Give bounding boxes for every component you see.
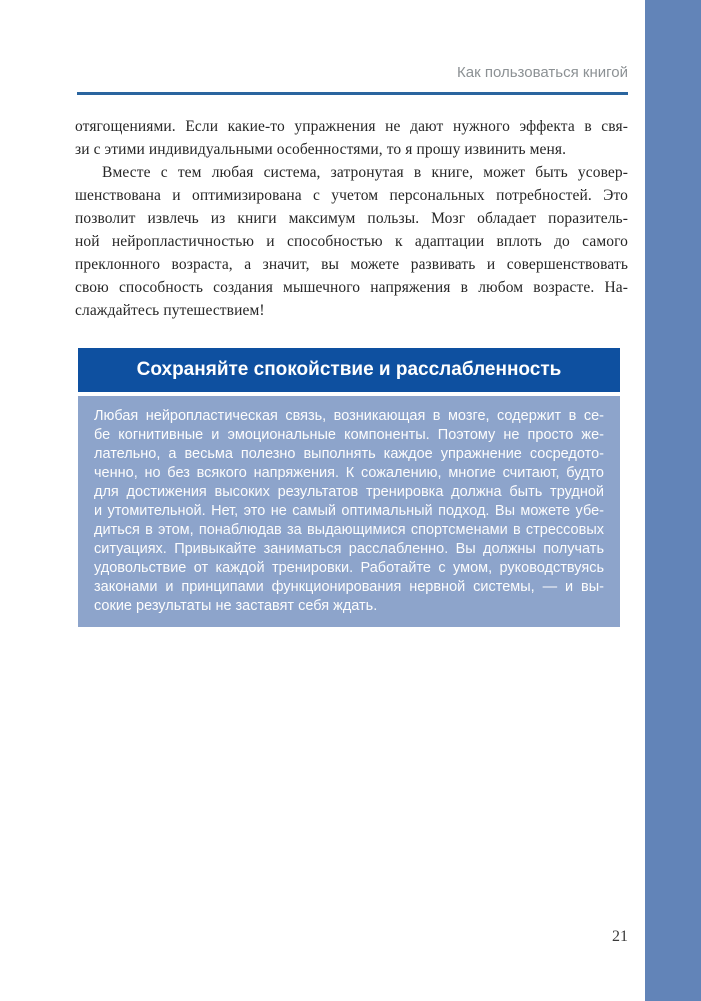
text-line: свою способность создания мышечного напряжения в любом возрасте. На- [75,279,628,296]
callout-title: Сохраняйте спокойствие и расслабленность [136,359,562,380]
body-text [75,115,628,322]
callout-text-line: диться в этом, понаблюдав за выдающимися спортсменами в стрессовых [94,522,604,538]
header-rule [77,92,628,95]
text-line: Вместе с тем любая система, затронутая в книге, может быть усовер- [102,164,628,181]
text-line: отягощениями. Если какие-то упражнения не дают нужного эффекта в свя- [75,118,628,135]
callout-text-line: сокие результаты не заставят себя ждать. [94,598,378,614]
text-line: зи с этими индивидуальными особенностями, то я прошу извинить меня. [75,141,567,158]
running-header: Как пользоваться книгой [457,64,628,81]
text-line: слаждайтесь путешествием! [75,302,265,319]
callout-text-line: лательно, а весьма полезно выполнять каждое упражнение сосредото- [94,446,604,462]
callout-text-line: Любая нейропластическая связь, возникающая в мозге, содержит в се- [94,408,604,424]
callout-text-line: удовольствие от каждой тренировки. Работайте с умом, руководствуясь [94,560,604,576]
paragraph [75,161,628,322]
page-edge-stripe [645,0,701,1001]
text-line: шенствована и оптимизирована с учетом персональных потребностей. Это [75,187,628,204]
callout-header [78,348,620,392]
callout-text-line: ченно, но без всякого напряжения. К сожалению, многие считают, будто [94,465,604,481]
callout-text-line: ситуациях. Привыкайте заниматься расслабленно. Вы должны получать [94,541,604,557]
callout-text-line: и утомительной. Нет, это не самый оптимальный подход. Вы можете убе- [94,503,604,519]
callout-box [78,348,620,627]
callout-text-line: для достижения высоких результатов тренировка должна быть трудной [94,484,604,500]
text-line: позволит извлечь из книги максимум пользы. Мозг обладает поразитель- [75,210,628,227]
callout-text-line: бе когнитивные и эмоциональные компоненты. Поэтому не просто же- [94,427,604,443]
paragraph [75,115,628,161]
page-number: 21 [612,928,628,945]
text-line: преклонного возраста, а значит, вы можете развивать и совершенствовать [75,256,628,273]
text-line: ной нейропластичностью и способностью к адаптации вплоть до самого [75,233,628,250]
callout-text-line: законами и принципами функционирования нервной системы, — и вы- [94,579,604,595]
callout-body [78,396,620,627]
